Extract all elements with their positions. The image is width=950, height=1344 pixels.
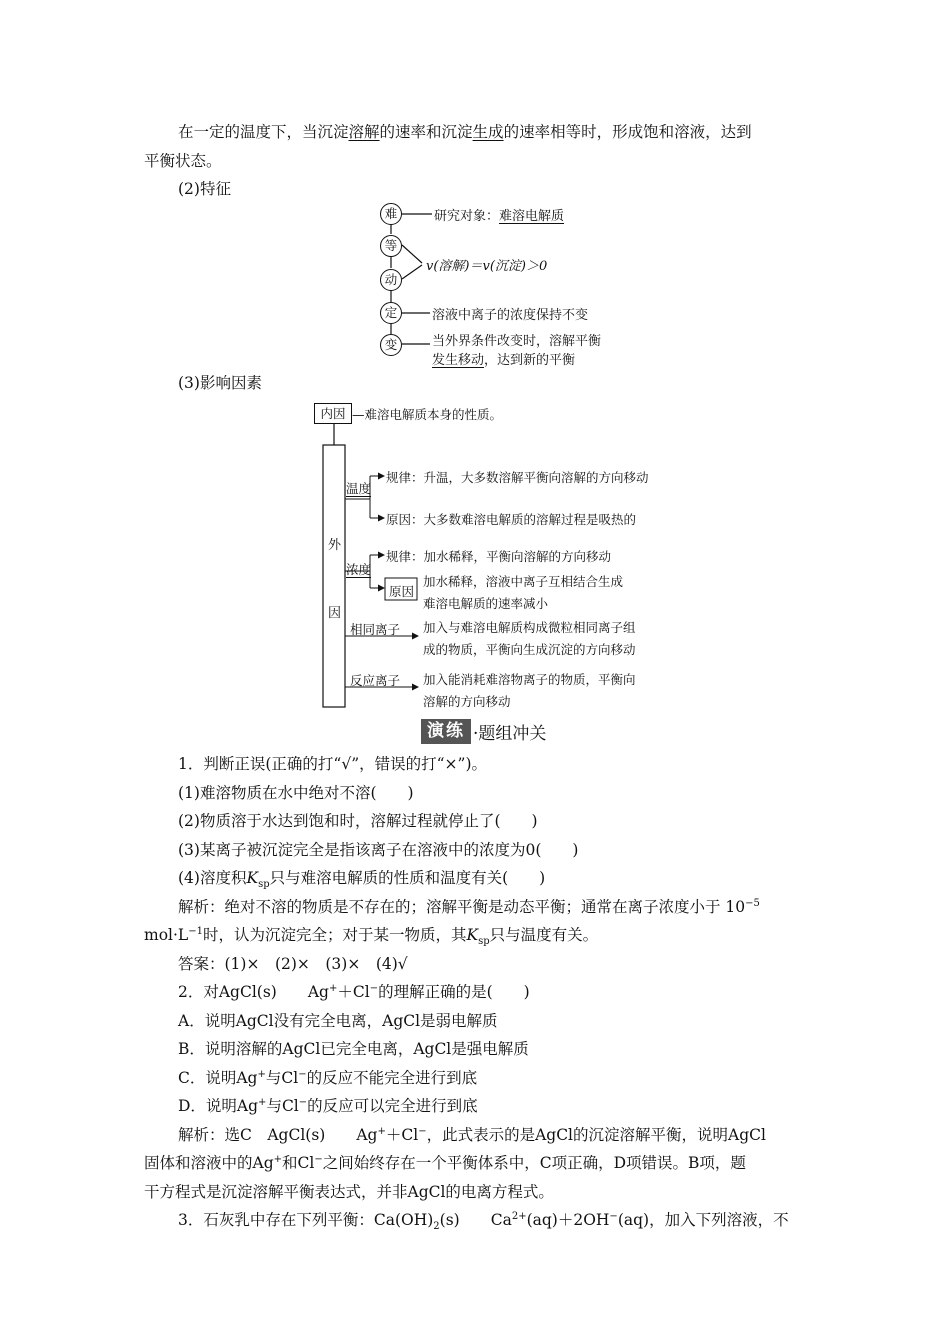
same-ion-line-1: 加入与难溶电解质构成微粒相同离子组 <box>423 620 636 635</box>
internal-factor-box: 内因 <box>314 403 352 424</box>
concentration-reason-line-2: 难溶电解质的速率减小 <box>423 596 549 611</box>
same-ion-label: 相同离子 <box>350 622 401 637</box>
feature-change-1: 当外界条件改变时，溶解平衡 <box>432 334 602 349</box>
q1-item-1: (1)难溶物质在水中绝对不溶( ) <box>178 784 414 802</box>
features-diagram <box>370 203 630 368</box>
temperature-reason: 原因：大多数难溶电解质的溶解过程是吸热的 <box>386 512 637 527</box>
q1-explanation-2: $mol\cdot L^{-1}$时，认为沉淀完全；对于某一物质，其$K_{sp}$只与温度有关。 <box>144 925 599 948</box>
q1-item-2: (2)物质溶于水达到饱和时，溶解过程就停止了( ) <box>178 812 538 830</box>
feature-char-bian: 变 <box>380 334 402 356</box>
practice-banner-badge: 演练 <box>421 719 471 744</box>
concentration-rule: 规律：加水稀释，平衡向溶解的方向移动 <box>386 549 612 564</box>
q2-option-d: D．说明Ag+与Cl−的反应可以完全进行到底 <box>178 1096 478 1115</box>
q2-option-c: C．说明Ag+与Cl−的反应不能完全进行到底 <box>178 1068 478 1087</box>
feature-char-ding: 定 <box>380 302 402 324</box>
same-ion-line-2: 成的物质，平衡向生成沉淀的方向移动 <box>423 642 636 657</box>
feature-object: 研究对象：难溶电解质 <box>434 209 565 224</box>
feature-char-dong: 动 <box>380 269 402 291</box>
q2-stem: 2．对AgCl(s) Ag+＋Cl−的理解正确的是( ) <box>178 982 530 1001</box>
concentration-reason-line-1: 加水稀释，溶液中离子互相结合生成 <box>423 574 624 589</box>
temperature-rule: 规律：升温，大多数溶解平衡向溶解的方向移动 <box>386 470 649 485</box>
external-factor-char-1: 外 <box>328 538 342 553</box>
internal-factor-text: —难溶电解质本身的性质。 <box>352 407 503 422</box>
q2-option-b: B．说明溶解的AgCl已完全电离，AgCl是强电解质 <box>178 1040 529 1058</box>
intro-line-2: 平衡状态。 <box>144 152 222 170</box>
feature-char-deng: 等 <box>380 235 402 257</box>
section-title-factors: (3)影响因素 <box>178 374 262 392</box>
q1-explanation-1: 解析：绝对不溶的物质是不存在的；溶解平衡是动态平衡；通常在离子浓度小于 $10^{-5}$ <box>178 897 760 916</box>
intro-line-1: 在一定的温度下，当沉淀溶解的速率和沉淀生成的速率相等时，形成饱和溶液，达到 <box>178 123 752 141</box>
external-factor-char-2: 因 <box>328 606 342 621</box>
q1-item-4: (4)溶度积$K_{sp}$只与难溶电解质的性质和温度有关( ) <box>178 869 546 891</box>
section-title-features: (2)特征 <box>178 180 231 198</box>
q2-explanation-3: 干方程式是沉淀溶解平衡表达式，并非AgCl的电离方程式。 <box>144 1183 554 1201</box>
concentration-label: 浓度 <box>346 562 372 577</box>
q2-option-a: A．说明AgCl没有完全电离，AgCl是弱电解质 <box>178 1012 498 1030</box>
q2-explanation-1: 解析：选C AgCl(s) Ag+＋Cl−，此式表示的是AgCl的沉淀溶解平衡，说明AgCl <box>178 1125 766 1144</box>
reaction-ion-line-2: 溶解的方向移动 <box>423 694 511 709</box>
reaction-ion-line-1: 加入能消耗难溶物离子的物质，平衡向 <box>423 672 636 687</box>
temperature-label: 温度 <box>346 481 372 496</box>
concentration-reason-box: 原因 <box>389 584 415 599</box>
reaction-ion-label: 反应离子 <box>350 673 401 688</box>
factors-diagram <box>310 399 690 714</box>
feature-rate-equation: v(溶解)＝v(沉淀)＞0 <box>426 259 548 274</box>
feature-constant-conc: 溶液中离子的浓度保持不变 <box>432 308 589 323</box>
feature-change-2: 发生移动，达到新的平衡 <box>432 353 576 368</box>
q1-stem: 1．判断正误(正确的打“√”，错误的打“×”)。 <box>178 755 488 773</box>
practice-banner-title: ·题组冲关 <box>473 723 547 744</box>
q2-explanation-2: 固体和溶液中的Ag+和Cl−之间始终存在一个平衡体系中，C项正确，D项错误。B项，题 <box>144 1153 746 1172</box>
q3-stem: 3．石灰乳中存在下列平衡：$Ca(OH)_2(s)$ $Ca^{2+}(aq)+2OH^-(aq)$，加入下列溶液，不 <box>178 1210 789 1233</box>
feature-char-nan: 难 <box>380 203 402 225</box>
practice-banner <box>421 717 546 745</box>
q1-answer: 答案：(1)× (2)× (3)× (4)√ <box>178 955 408 973</box>
q1-item-3: (3)某离子被沉淀完全是指该离子在溶液中的浓度为0( ) <box>178 841 579 859</box>
